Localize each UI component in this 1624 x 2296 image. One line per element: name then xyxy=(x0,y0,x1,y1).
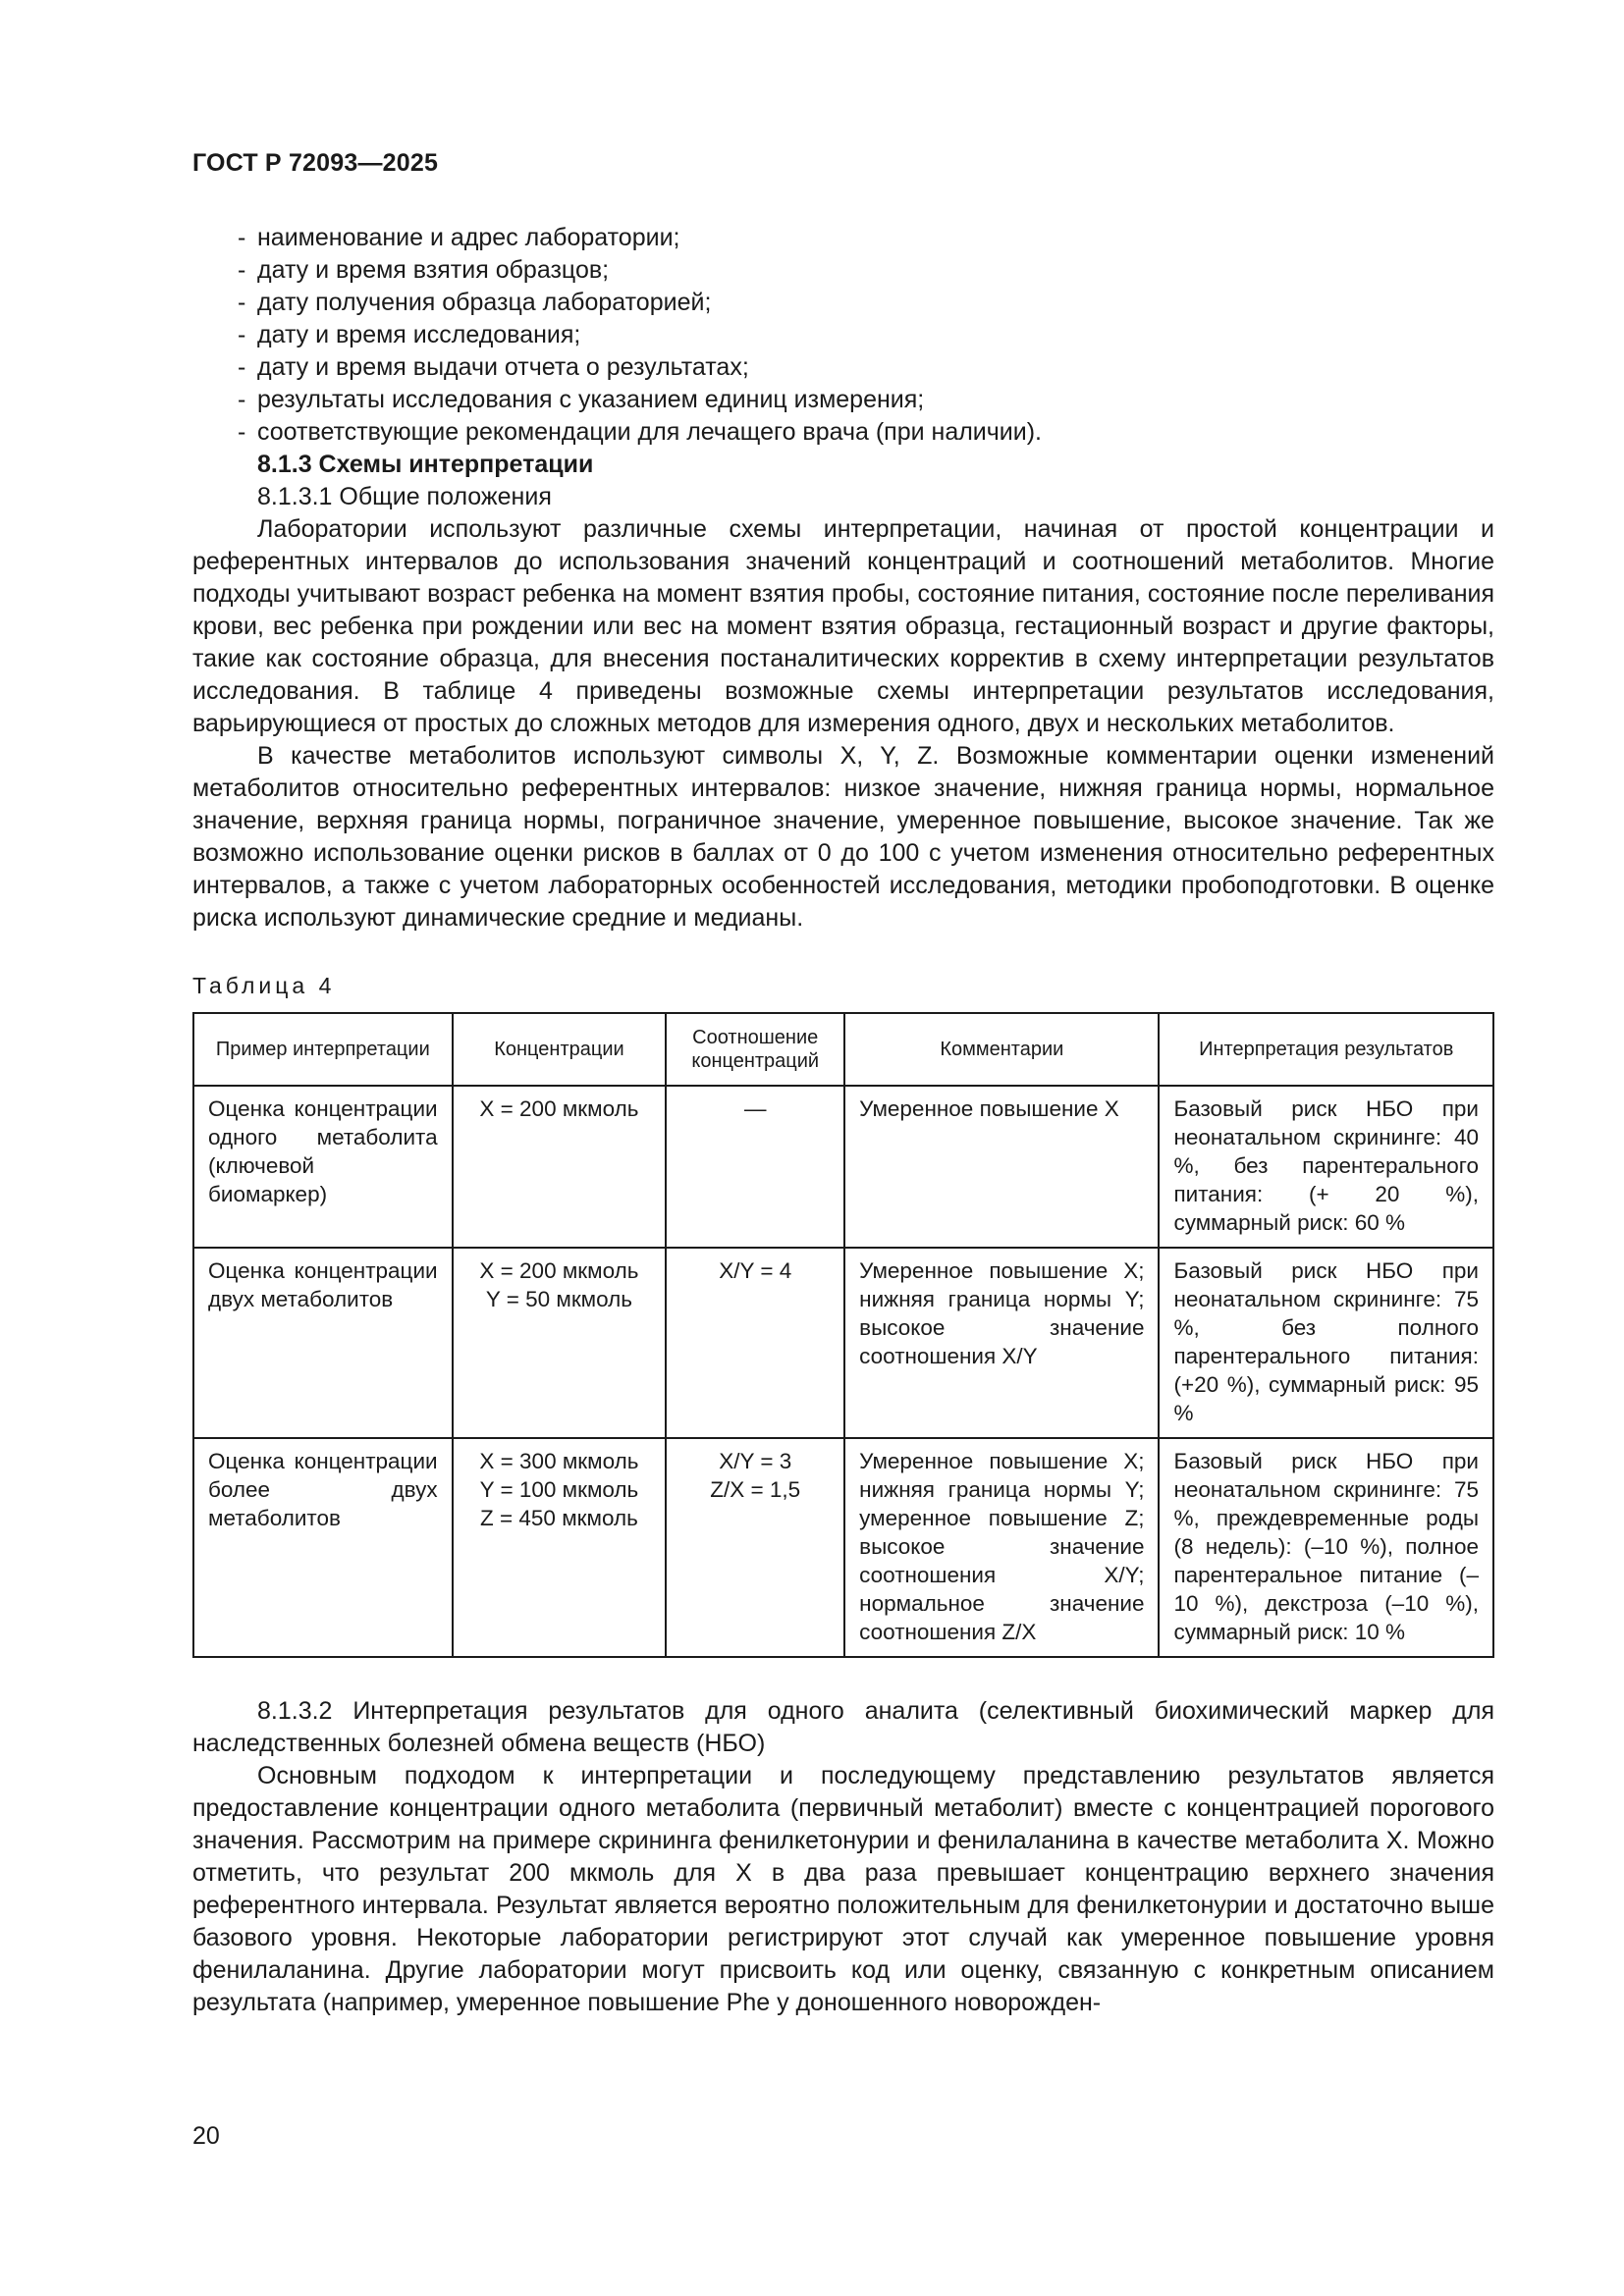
column-header: Пример интерпретации xyxy=(193,1013,453,1086)
list-item: - наименование и адрес лаборатории; xyxy=(238,224,680,251)
report-contents-list xyxy=(192,222,1494,449)
table-row xyxy=(193,1248,1493,1438)
table-cell: Умеренное повышение X; нижняя граница нормы Y; умеренное повышение Z; высокое значение соотношения X/Y; нормальное значение соотношения Z/X xyxy=(844,1438,1159,1657)
table-cell: Оценка концентрации двух метаболитов xyxy=(193,1248,453,1438)
table-cell: Оценка концентрации одного метаболита (ключевой биомаркер) xyxy=(193,1086,453,1248)
table-cell: — xyxy=(666,1086,844,1248)
table-cell: Оценка концентрации более двух метаболитов xyxy=(193,1438,453,1657)
list-item: - дату получения образца лабораторией; xyxy=(238,289,712,316)
interpretation-table xyxy=(192,1012,1494,1658)
list-item: - дату и время исследования; xyxy=(238,321,581,348)
list-item: - результаты исследования с указанием единиц измерения; xyxy=(238,386,925,413)
page-number: 20 xyxy=(192,2122,220,2150)
table-cell: X = 200 мкмоль Y = 50 мкмоль xyxy=(453,1248,667,1438)
list-item: - дату и время взятия образцов; xyxy=(238,256,610,284)
table-cell: Базовый риск НБО при неонатальном скрининге: 75 %, преждевременные роды (8 недель): (–10 %), полное парентеральное питание (–10 %), декстроза (–10 %), суммарный риск: 10 % xyxy=(1159,1438,1493,1657)
document-body xyxy=(192,222,1494,2019)
paragraph: 8.1.3.2 Интерпретация результатов для одного аналита (селективный биохимический маркер для наследственных болезней обмена веществ (НБО) xyxy=(192,1697,1494,1757)
column-header: Интерпретация результатов xyxy=(1159,1013,1493,1086)
table-header-row xyxy=(193,1013,1493,1086)
list-item: - дату и время выдачи отчета о результатах; xyxy=(238,353,749,381)
column-header: Концентрации xyxy=(453,1013,667,1086)
paragraph: Основным подходом к интерпретации и последующему представлению результатов является предоставление концентрации одного метаболита (первичный метаболит) вместе с концентрацией порогового значения. Рассмотрим на примере скрининга фенилкетонурии и фенилаланина в качестве метаболита X. Можно отметить, что результат 200 мкмоль для X в два раза превышает концентрацию верхнего значения референтного интервала. Результат является вероятно положительным для фенилкетонурии и достаточно выше базового уровня. Некоторые лаборатории регистрируют этот случай как умеренное повышение уровня фенилаланина. Другие лаборатории могут присвоить код или оценку, связанную с конкретным описанием результата (например, умеренное повышение Phe у доношенного новорожден- xyxy=(192,1762,1494,2016)
table-cell: X/Y = 3 Z/X = 1,5 xyxy=(666,1438,844,1657)
table-cell: Умеренное повышение X; нижняя граница нормы Y; высокое значение соотношения X/Y xyxy=(844,1248,1159,1438)
table-cell: Базовый риск НБО при неонатальном скрининге: 40 %, без парентерального питания: (+ 20 %), суммарный риск: 60 % xyxy=(1159,1086,1493,1248)
table-cell: X/Y = 4 xyxy=(666,1248,844,1438)
table-cell: Базовый риск НБО при неонатальном скрининге: 75 %, без полного парентерального питания: (+20 %), суммарный риск: 95 % xyxy=(1159,1248,1493,1438)
table-cell: X = 300 мкмоль Y = 100 мкмоль Z = 450 мкмоль xyxy=(453,1438,667,1657)
document-header: ГОСТ Р 72093—2025 xyxy=(192,149,439,177)
section-heading: 8.1.3 Схемы интерпретации xyxy=(257,451,594,478)
list-item: - соответствующие рекомендации для лечащего врача (при наличии). xyxy=(238,418,1042,446)
table-caption: Таблица 4 xyxy=(192,973,336,998)
table-row xyxy=(193,1086,1493,1248)
paragraph: Лаборатории используют различные схемы интерпретации, начиная от простой концентрации и референтных интервалов до использования значений концентраций и соотношений метаболитов. Многие подходы учитывают возраст ребенка на момент взятия пробы, состояние питания, состояние после переливания крови, вес ребенка при рождении или вес на момент взятия образца, гестационный возраст и другие факторы, такие как состояние образца, для внесения постаналитических корректив в схему интерпретации результатов исследования. В таблице 4 приведены возможные схемы интерпретации результатов исследования, варьирующиеся от простых до сложных методов для измерения одного, двух и нескольких метаболитов. xyxy=(192,515,1494,737)
column-header: Комментарии xyxy=(844,1013,1159,1086)
table-cell: X = 200 мкмоль xyxy=(453,1086,667,1248)
subsection-heading: 8.1.3.1 Общие положения xyxy=(257,483,552,510)
column-header: Соотношение концентраций xyxy=(666,1013,844,1086)
table-cell: Умеренное повышение X xyxy=(844,1086,1159,1248)
table-row xyxy=(193,1438,1493,1657)
paragraph: В качестве метаболитов используют символы X, Y, Z. Возможные комментарии оценки изменений метаболитов относительно референтных интервалов: низкое значение, нижняя граница нормы, нормальное значение, верхняя граница нормы, пограничное значение, умеренное повышение, высокое значение. Так же возможно использование оценки рисков в баллах от 0 до 100 с учетом изменения относительно референтных интервалов, а также с учетом лабораторных особенностей исследования, методики пробоподготовки. В оценке риска используют динамические средние и медианы. xyxy=(192,742,1494,932)
